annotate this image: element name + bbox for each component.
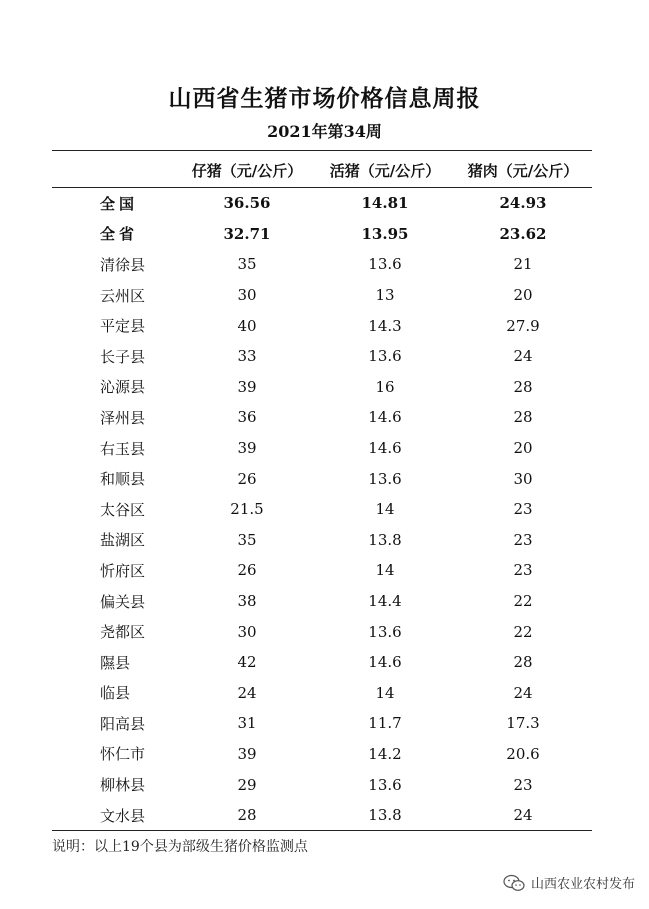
brand-watermark <box>503 873 635 892</box>
pork-price-cell: 30 <box>513 469 533 488</box>
region-name-cell: 平定县 <box>100 317 146 336</box>
pork-price-cell: 23 <box>513 530 533 549</box>
column-header-piglet: 仔猪（元/公斤） <box>178 153 316 188</box>
piglet-price-cell: 29 <box>237 775 257 794</box>
pork-price-cell: 20.6 <box>506 744 540 763</box>
live-hog-price-cell: 13.6 <box>368 622 402 641</box>
region-name-cell: 沁源县 <box>100 378 146 397</box>
table-row <box>52 647 592 678</box>
piglet-price-cell: 35 <box>237 255 257 274</box>
pork-price-cell: 20 <box>513 286 533 305</box>
pork-price-cell: 24 <box>513 806 533 825</box>
piglet-price-cell: 31 <box>237 714 257 733</box>
table-row <box>52 586 592 617</box>
live-hog-price-cell: 13.95 <box>361 224 409 243</box>
table-row <box>52 678 592 709</box>
pork-price-cell: 22 <box>513 592 533 611</box>
live-hog-price-cell: 13 <box>375 286 395 305</box>
brand-name: 山西农业农村发布 <box>530 877 635 892</box>
table-row <box>52 616 592 647</box>
table-row <box>52 280 592 311</box>
pork-price-cell: 17.3 <box>506 714 540 733</box>
pork-price-cell: 24.93 <box>499 194 547 213</box>
piglet-price-cell: 42 <box>237 653 257 672</box>
pork-price-cell: 24 <box>513 347 533 366</box>
column-header-region <box>52 153 178 188</box>
live-hog-price-cell: 14.4 <box>368 592 402 611</box>
piglet-price-cell: 30 <box>237 622 257 641</box>
region-name-cell: 隰县 <box>100 653 131 672</box>
table-top-rule <box>52 150 592 151</box>
region-name-cell: 云州区 <box>100 286 146 305</box>
table-row <box>52 372 592 403</box>
column-header-pork: 猪肉（元/公斤） <box>454 153 592 188</box>
piglet-price-cell: 39 <box>237 377 257 396</box>
price-table <box>52 153 592 830</box>
table-row <box>52 310 592 341</box>
piglet-price-cell: 24 <box>237 683 257 702</box>
live-hog-price-cell: 14.2 <box>368 744 402 763</box>
week-subtitle: 2021年第34周 <box>267 122 382 141</box>
table-row <box>52 708 592 739</box>
pork-price-cell: 28 <box>513 408 533 427</box>
column-header-live-hog: 活猪（元/公斤） <box>316 153 454 188</box>
piglet-price-cell: 39 <box>237 439 257 458</box>
table-bottom-rule <box>52 830 592 831</box>
page-title: 山西省生猪市场价格信息周报 <box>168 85 481 112</box>
summary-row <box>52 188 592 219</box>
pork-price-cell: 21 <box>513 255 533 274</box>
pork-price-cell: 20 <box>513 439 533 458</box>
live-hog-price-cell: 13.6 <box>368 775 402 794</box>
live-hog-price-cell: 14.6 <box>368 408 402 427</box>
live-hog-price-cell: 14.3 <box>368 316 402 335</box>
table-row <box>52 249 592 280</box>
region-name-cell: 偏关县 <box>100 592 146 611</box>
live-hog-price-cell: 13.8 <box>368 806 402 825</box>
region-name-cell: 尧都区 <box>100 623 146 642</box>
pork-price-cell: 23 <box>513 500 533 519</box>
live-hog-price-cell: 14.6 <box>368 439 402 458</box>
live-hog-price-cell: 14 <box>375 561 395 580</box>
piglet-price-cell: 35 <box>237 530 257 549</box>
region-name-cell: 右玉县 <box>100 439 146 458</box>
live-hog-price-cell: 14 <box>375 683 395 702</box>
table-row <box>52 525 592 556</box>
region-name-cell: 长子县 <box>100 347 146 366</box>
region-name-cell: 泽州县 <box>100 408 146 427</box>
piglet-price-cell: 30 <box>237 286 257 305</box>
region-name-cell: 和顺县 <box>100 470 146 489</box>
pork-price-cell: 22 <box>513 622 533 641</box>
region-name-cell: 临县 <box>100 684 131 703</box>
piglet-price-cell: 36.56 <box>223 194 271 213</box>
live-hog-price-cell: 14.6 <box>368 653 402 672</box>
piglet-price-cell: 39 <box>237 744 257 763</box>
pork-price-cell: 23 <box>513 561 533 580</box>
pork-price-cell: 27.9 <box>506 316 540 335</box>
piglet-price-cell: 26 <box>237 561 257 580</box>
footnote: 说明：以上19个县为部级生猪价格监测点 <box>52 839 308 855</box>
piglet-price-cell: 33 <box>237 347 257 366</box>
live-hog-price-cell: 13.8 <box>368 530 402 549</box>
pork-price-cell: 28 <box>513 653 533 672</box>
region-name-cell: 全省 <box>100 225 139 244</box>
table-row <box>52 433 592 464</box>
region-name-cell: 太谷区 <box>100 500 146 519</box>
region-name-cell: 怀仁市 <box>100 745 146 764</box>
table-row <box>52 494 592 525</box>
pork-price-cell: 28 <box>513 377 533 396</box>
table-row <box>52 402 592 433</box>
table-header-row <box>52 153 592 188</box>
region-name-cell: 全国 <box>100 194 139 213</box>
live-hog-price-cell: 14 <box>375 500 395 519</box>
pork-price-cell: 23.62 <box>499 224 547 243</box>
table-body <box>52 188 592 831</box>
piglet-price-cell: 38 <box>237 592 257 611</box>
piglet-price-cell: 36 <box>237 408 257 427</box>
pork-price-cell: 23 <box>513 775 533 794</box>
piglet-price-cell: 26 <box>237 469 257 488</box>
pork-price-cell: 24 <box>513 683 533 702</box>
summary-row <box>52 219 592 250</box>
live-hog-price-cell: 13.6 <box>368 469 402 488</box>
table-row <box>52 769 592 800</box>
table-row <box>52 463 592 494</box>
piglet-price-cell: 40 <box>237 316 257 335</box>
piglet-price-cell: 21.5 <box>230 500 264 519</box>
region-name-cell: 清徐县 <box>100 255 146 274</box>
table-row <box>52 341 592 372</box>
table-row <box>52 739 592 770</box>
piglet-price-cell: 28 <box>237 806 257 825</box>
wechat-icon <box>503 874 525 892</box>
piglet-price-cell: 32.71 <box>223 224 271 243</box>
region-name-cell: 忻府区 <box>100 561 146 580</box>
region-name-cell: 盐湖区 <box>100 531 146 550</box>
live-hog-price-cell: 16 <box>375 377 395 396</box>
region-name-cell: 阳高县 <box>100 714 146 733</box>
live-hog-price-cell: 13.6 <box>368 255 402 274</box>
table-row <box>52 555 592 586</box>
region-name-cell: 柳林县 <box>100 776 146 795</box>
live-hog-price-cell: 13.6 <box>368 347 402 366</box>
table-row <box>52 800 592 831</box>
region-name-cell: 文水县 <box>100 806 146 825</box>
live-hog-price-cell: 11.7 <box>368 714 402 733</box>
live-hog-price-cell: 14.81 <box>361 194 409 213</box>
